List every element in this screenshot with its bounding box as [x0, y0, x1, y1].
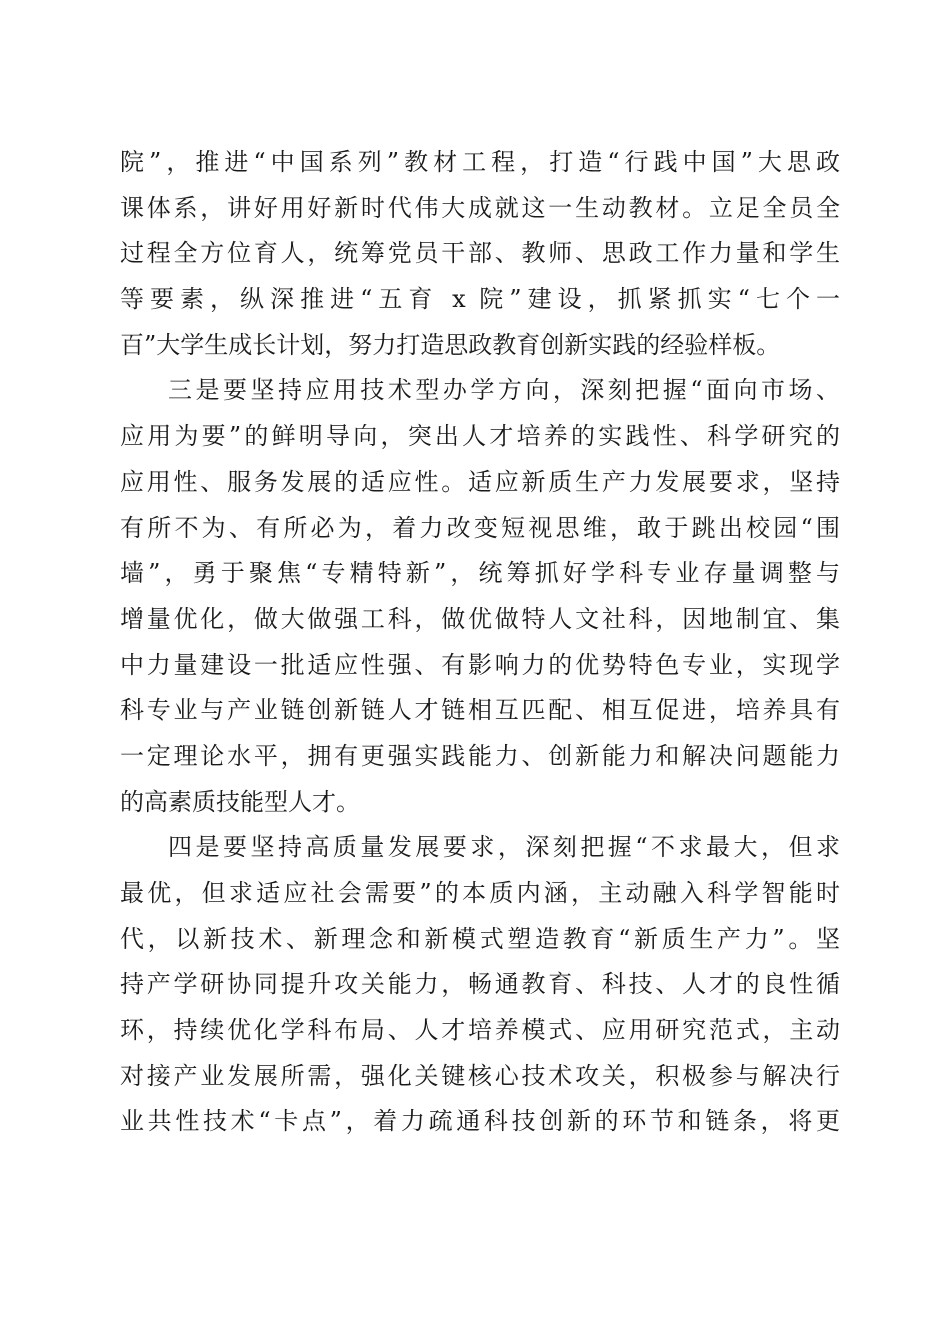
text-line: 应用为要”的鲜明导向，突出人才培养的实践性、科学研究的	[120, 422, 840, 451]
text-line: 课体系，讲好用好新时代伟大成就这一生动教材。立足全员全	[120, 193, 840, 222]
text-line: 业共性技术“卡点”，着力疏通科技创新的环节和链条，将更	[120, 1107, 840, 1136]
text-line: 环，持续优化学科布局、人才培养模式、应用研究范式，主动	[120, 1016, 840, 1045]
text-line: 过程全方位育人，统筹党员干部、教师、思政工作力量和学生	[120, 239, 840, 268]
text-line: 应用性、服务发展的适应性。适应新质生产力发展要求，坚持	[120, 467, 840, 496]
text-line: 持产学研协同提升攻关能力，畅通教育、科技、人才的良性循	[120, 970, 840, 999]
text-line: 百”大学生成长计划，努力打造思政教育创新实践的经验样板。	[120, 330, 781, 359]
paragraph-first-line: 四是要坚持高质量发展要求，深刻把握“不求最大，但求	[168, 833, 840, 862]
text-line: 等要素，纵深推进“五育 x 院”建设，抓紧抓实“七个一	[120, 285, 840, 314]
text-line: 有所不为、有所必为，着力改变短视思维，敢于跳出校园“围	[120, 513, 840, 542]
text-line: 科专业与产业链创新链人才链相互匹配、相互促进，培养具有	[120, 696, 840, 725]
text-line: 的高素质技能型人才。	[120, 787, 360, 816]
body-text	[120, 140, 840, 1145]
text-line: 最优，但求适应社会需要”的本质内涵，主动融入科学智能时	[120, 879, 840, 907]
text-line: 代，以新技术、新理念和新模式塑造教育“新质生产力”。坚	[120, 924, 840, 953]
paragraph-first-line: 三是要坚持应用技术型办学方向，深刻把握“面向市场、	[168, 376, 840, 405]
text-line: 墙”，勇于聚焦“专精特新”，统筹抓好学科专业存量调整与	[120, 559, 840, 588]
text-line: 中力量建设一批适应性强、有影响力的优势特色专业，实现学	[120, 650, 840, 679]
text-line: 增量优化，做大做强工科，做优做特人文社科，因地制宜、集	[120, 604, 840, 633]
text-line: 对接产业发展所需，强化关键核心技术攻关，积极参与解决行	[120, 1061, 840, 1090]
text-line: 院”，推进“中国系列”教材工程，打造“行践中国”大思政	[120, 148, 840, 176]
text-line: 一定理论水平，拥有更强实践能力、创新能力和解决问题能力	[120, 741, 840, 770]
